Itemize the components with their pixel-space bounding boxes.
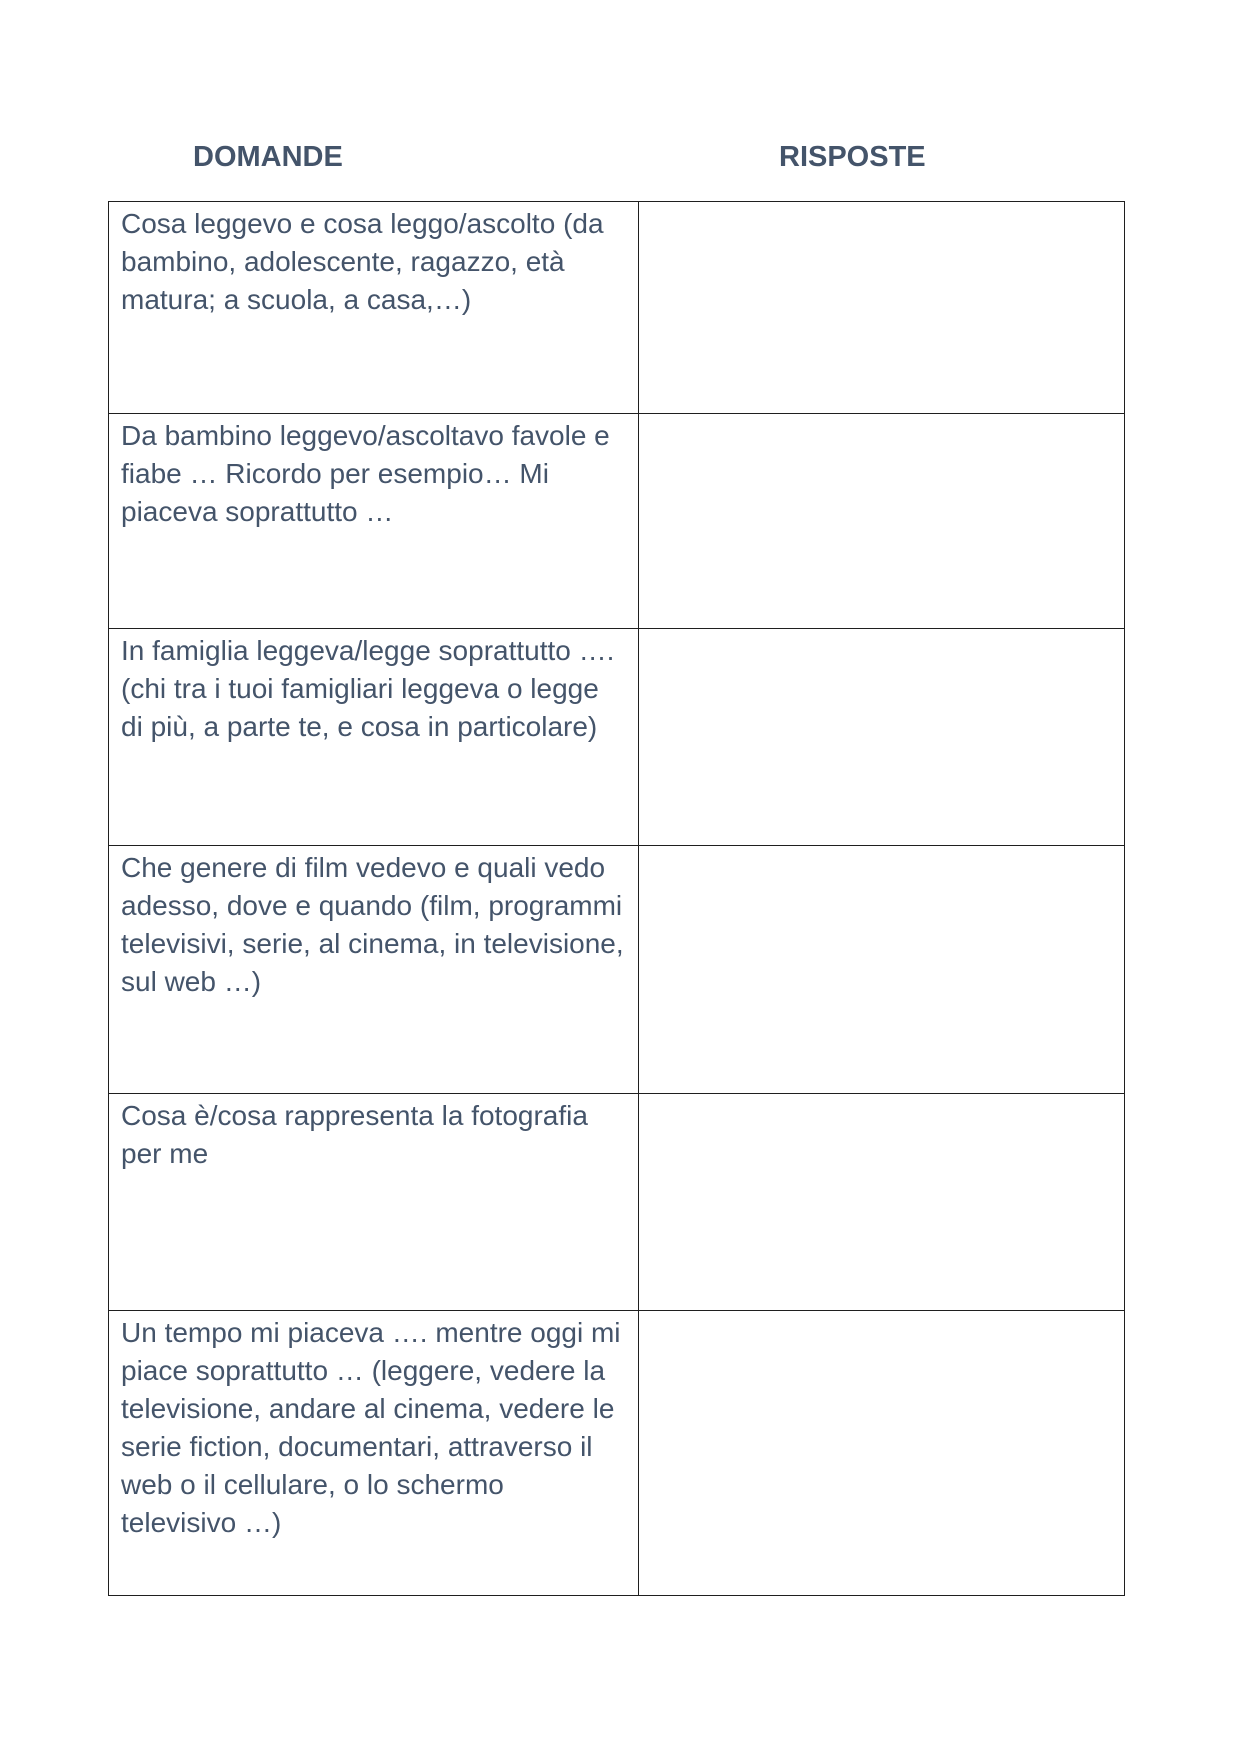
answer-cell[interactable] <box>639 1311 1125 1596</box>
answer-cell[interactable] <box>639 414 1125 629</box>
answer-cell[interactable] <box>639 629 1125 846</box>
table-row <box>109 629 1125 846</box>
question-cell: Che genere di film vedevo e quali vedo adesso, dove e quando (film, programmi televisivi, serie, al cinema, in televisione, sul web …) <box>109 846 639 1094</box>
answer-cell[interactable] <box>639 1094 1125 1311</box>
answer-cell[interactable] <box>639 846 1125 1094</box>
table-row <box>109 414 1125 629</box>
question-cell: Un tempo mi piaceva …. mentre oggi mi piace soprattutto … (leggere, vedere la televisione, andare al cinema, vedere le serie fiction, documentari, attraverso il web o il cellulare, o lo schermo televisivo …) <box>109 1311 639 1596</box>
question-cell: Cosa leggevo e cosa leggo/ascolto (da bambino, adolescente, ragazzo, età matura; a scuola, a casa,…) <box>109 202 639 414</box>
table-row <box>109 1311 1125 1596</box>
answers-column-header: RISPOSTE <box>779 141 926 173</box>
question-cell: Cosa è/cosa rappresenta la fotografia per me <box>109 1094 639 1311</box>
table-row <box>109 1094 1125 1311</box>
question-cell: In famiglia leggeva/legge soprattutto …. (chi tra i tuoi famigliari leggeva o legge di più, a parte te, e cosa in particolare) <box>109 629 639 846</box>
question-cell: Da bambino leggevo/ascoltavo favole e fiabe … Ricordo per esempio… Mi piaceva soprattutto … <box>109 414 639 629</box>
answer-cell[interactable] <box>639 202 1125 414</box>
column-headers <box>0 141 1241 183</box>
questions-column-header: DOMANDE <box>193 141 343 173</box>
questions-answers-table <box>108 201 1125 1596</box>
table-row <box>109 846 1125 1094</box>
table-row <box>109 202 1125 414</box>
